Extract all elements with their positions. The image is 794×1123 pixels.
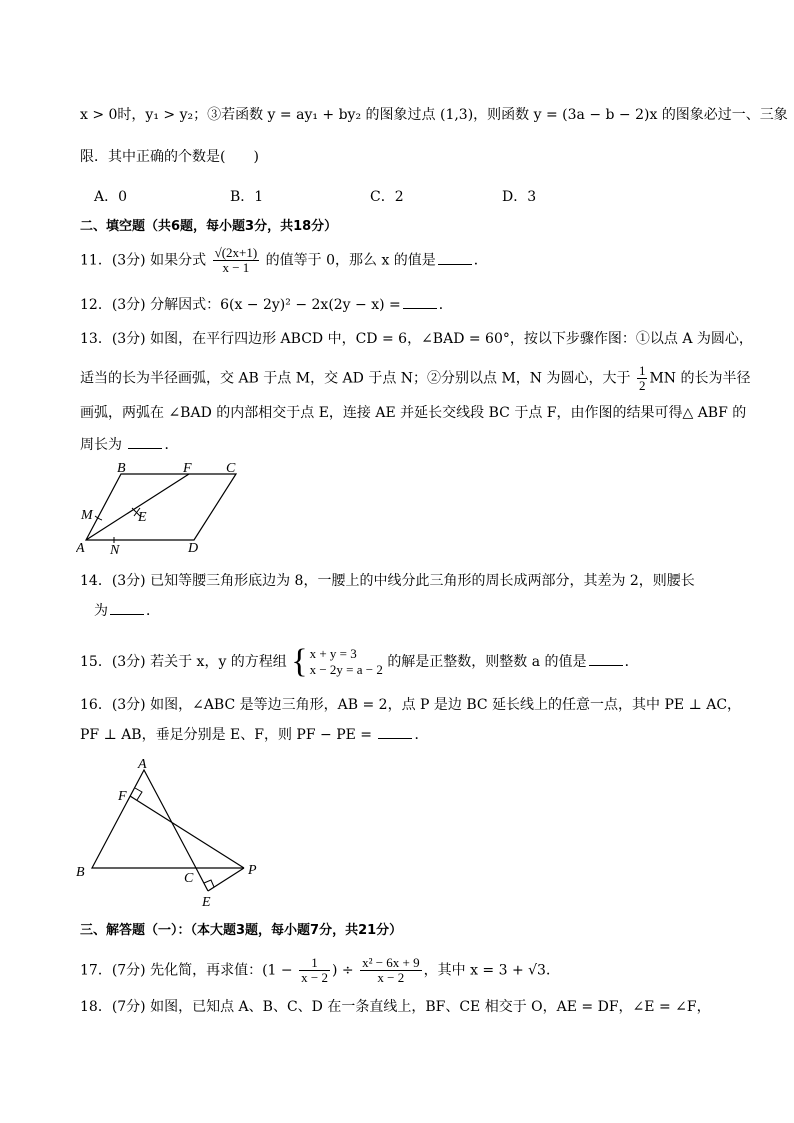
question-16-line2: PF ⊥ AB，垂足分别是 E、F，则 PF − PE = ．	[80, 727, 429, 743]
question-13-line4: 周长为 ．	[80, 437, 179, 453]
q17-fraction-2: $\frac{\text{x² − 6x + 9}}{x - 2}$	[362, 955, 420, 985]
label-a: A	[138, 757, 147, 772]
label-b: B	[76, 865, 85, 880]
q13-half-fraction: $\frac{1}{2}$	[638, 363, 646, 393]
label-c: C	[184, 871, 194, 886]
question-18: 18．(7分) 如图，已知点 A、B、C、D 在一条直线上，BF、CE 相交于 O，AE = DF，∠E = ∠F，	[80, 999, 711, 1015]
label-d: D	[188, 541, 199, 556]
question-12: 12．(3分) 分解因式：6(x − 2y)² − 2x(2y − x) = ．	[80, 297, 453, 313]
choice-b: B．1	[230, 189, 264, 205]
answer-blank-12	[403, 296, 437, 309]
question-11: 11．(3分) 如果分式 $\frac{√(2x+1)}{x - 1}$ 的值等于 0，那么 x 的值是 ．	[80, 245, 488, 275]
section-3-heading: 三、解答题（一）：（本大题3题，每小题7分，共21分）	[80, 923, 403, 938]
question-14-line2: 为 ．	[94, 603, 160, 619]
q11-fraction: $\frac{√(2x+1)}{x - 1}$	[214, 245, 258, 275]
question-13-line1: 13．(3分) 如图，在平行四边形 ABCD 中，CD = 6，∠BAD = 60°，按以下步骤作图：①以点 A 为圆心，	[80, 331, 753, 347]
choice-a: A．0	[94, 189, 128, 205]
answer-blank-13	[128, 436, 162, 449]
q10-line2: 限．其中正确的个数是( )	[80, 149, 259, 165]
q17-fraction-1: $\frac{1}{x - 2}$	[301, 955, 328, 985]
label-f: F	[183, 461, 192, 476]
extension-ce	[196, 868, 208, 891]
right-angle-f	[135, 788, 142, 800]
label-m: M	[81, 508, 93, 523]
question-17: 17．(7分) 先化简，再求值：(1 − $\frac{1}{x - 2}$ ) ÷ $\frac{\text{x² − 6x + 9}}{x - 2}$ ，其中 x = 3 + √3．	[80, 955, 560, 985]
label-e: E	[138, 510, 147, 525]
figure-triangle	[74, 754, 264, 912]
question-13-line2: 适当的长为半径画弧，交 AB 于点 M，交 AD 于点 N；②分别以点 M，N 为圆心，大于 $\frac{1}{2}$ MN 的长为半径	[80, 363, 751, 393]
label-a: A	[76, 541, 85, 556]
segment-pe	[208, 868, 244, 891]
figure-parallelogram	[76, 460, 246, 558]
section-2-heading: 二、填空题（共6题，每小题3分，共18分）	[80, 219, 338, 234]
question-13-line3: 画弧，两弧在 ∠BAD 的内部相交于点 E，连接 AE 并延长交线段 BC 于点 F，由作图的结果可得△ ABF 的	[80, 405, 747, 421]
question-16-line1: 16．(3分) 如图，∠ABC 是等边三角形，AB = 2，点 P 是边 BC 延长线上的任意一点，其中 PE ⊥ AC，	[80, 697, 742, 713]
triangle-abc	[92, 770, 196, 868]
answer-blank-11	[438, 252, 472, 265]
answer-blank-16	[378, 726, 412, 739]
label-e: E	[202, 895, 211, 910]
segment-pf	[130, 796, 244, 868]
segment-af	[86, 474, 189, 540]
label-n: N	[110, 543, 120, 558]
answer-blank-14	[110, 602, 144, 615]
question-15: 15．(3分) 若关于 x，y 的方程组 { x + y = 3 x − 2y = a − 2 的解是正整数，则整数 a 的值是 ．	[80, 643, 639, 680]
label-f: F	[118, 789, 127, 804]
equation-system: { x + y = 3 x − 2y = a − 2	[291, 643, 383, 680]
choice-c: C．2	[370, 189, 404, 205]
answer-blank-15	[589, 653, 623, 666]
label-p: P	[248, 863, 257, 878]
parallelogram-abcd	[86, 474, 236, 540]
question-14-line1: 14．(3分) 已知等腰三角形底边为 8，一腰上的中线分此三角形的周长成两部分，其差为 2，则腰长	[80, 573, 695, 589]
label-c: C	[226, 461, 236, 476]
label-b: B	[117, 461, 126, 476]
q10-line1: x > 0时，y₁ > y₂；③若函数 y = ay₁ + by₂ 的图象过点 (1,3)，则函数 y = (3a − b − 2)x 的图象必过一、三象	[80, 107, 788, 123]
choice-d: D．3	[502, 189, 537, 205]
